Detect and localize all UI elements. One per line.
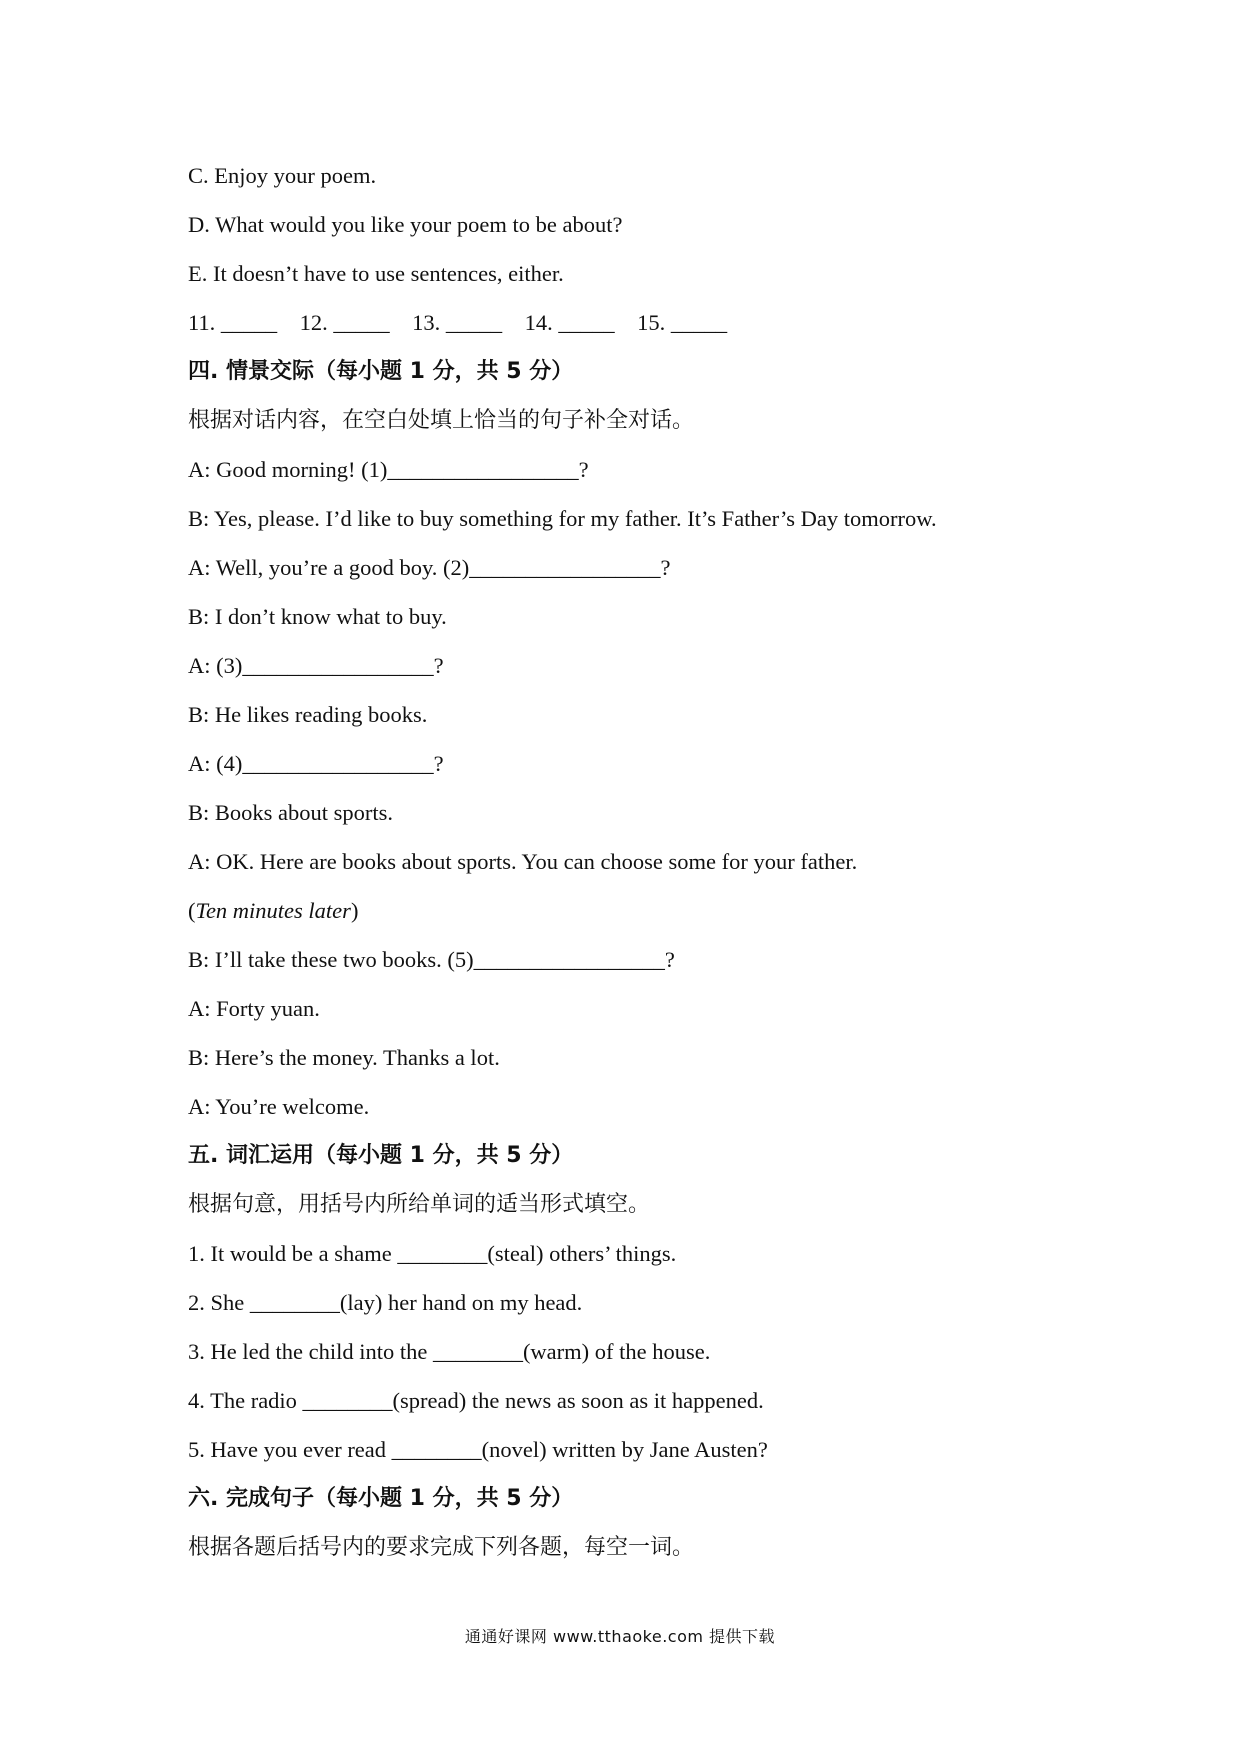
dialogue-line: B: He likes reading books. (188, 702, 428, 727)
section-5-heading: 五. 词汇运用（每小题 1 分，共 5 分） (188, 1143, 574, 1168)
section-5-instruction: 根据句意，用括号内所给单词的适当形式填空。 (188, 1192, 651, 1217)
vocab-item: 1. It would be a shame ________(steal) others’ things. (188, 1241, 677, 1266)
dialogue-line: B: I’ll take these two books. (5)_________________? (188, 947, 675, 972)
stage-paren-open: ( (188, 898, 196, 923)
vocab-item: 4. The radio ________(spread) the news as soon as it happened. (188, 1388, 764, 1413)
page-content (188, 158, 1118, 1579)
section-6-heading: 六. 完成句子（每小题 1 分，共 5 分） (188, 1486, 574, 1511)
section-4-instruction: 根据对话内容，在空白处填上恰当的句子补全对话。 (188, 408, 695, 433)
dialogue-line: A: You’re welcome. (188, 1094, 370, 1119)
option-d: D. What would you like your poem to be about? (188, 212, 623, 237)
vocab-item: 3. He led the child into the ________(warm) of the house. (188, 1339, 711, 1364)
section-6-instruction: 根据各题后括号内的要求完成下列各题，每空一词。 (188, 1535, 695, 1560)
dialogue-line: B: I don’t know what to buy. (188, 604, 447, 629)
option-c: C. Enjoy your poem. (188, 163, 377, 188)
vocab-item: 5. Have you ever read ________(novel) written by Jane Austen? (188, 1437, 768, 1462)
dialogue-line: A: (4)_________________? (188, 751, 444, 776)
dialogue-line: B: Here’s the money. Thanks a lot. (188, 1045, 500, 1070)
dialogue-line: A: Forty yuan. (188, 996, 320, 1021)
dialogue-line: A: (3)_________________? (188, 653, 444, 678)
dialogue-line: A: OK. Here are books about sports. You can choose some for your father. (188, 849, 858, 874)
dialogue-line: A: Good morning! (1)_________________? (188, 457, 589, 482)
stage-direction: Ten minutes later (195, 898, 351, 923)
page-footer: 通通好课网 www.tthaoke.com 提供下载 (464, 1627, 776, 1646)
section-4-heading: 四. 情景交际（每小题 1 分，共 5 分） (188, 359, 574, 384)
dialogue-line: A: Well, you’re a good boy. (2)_________________? (188, 555, 671, 580)
dialogue-line: B: Books about sports. (188, 800, 394, 825)
answer-blanks: 11. _____ 12. _____ 13. _____ 14. _____ 15. _____ (188, 310, 728, 335)
stage-paren-close: ) (350, 898, 359, 923)
dialogue-line: B: Yes, please. I’d like to buy something for my father. It’s Father’s Day tomorrow. (188, 506, 937, 531)
option-e: E. It doesn’t have to use sentences, either. (188, 261, 564, 286)
vocab-item: 2. She ________(lay) her hand on my head. (188, 1290, 583, 1315)
stage-direction-line (188, 893, 1118, 942)
